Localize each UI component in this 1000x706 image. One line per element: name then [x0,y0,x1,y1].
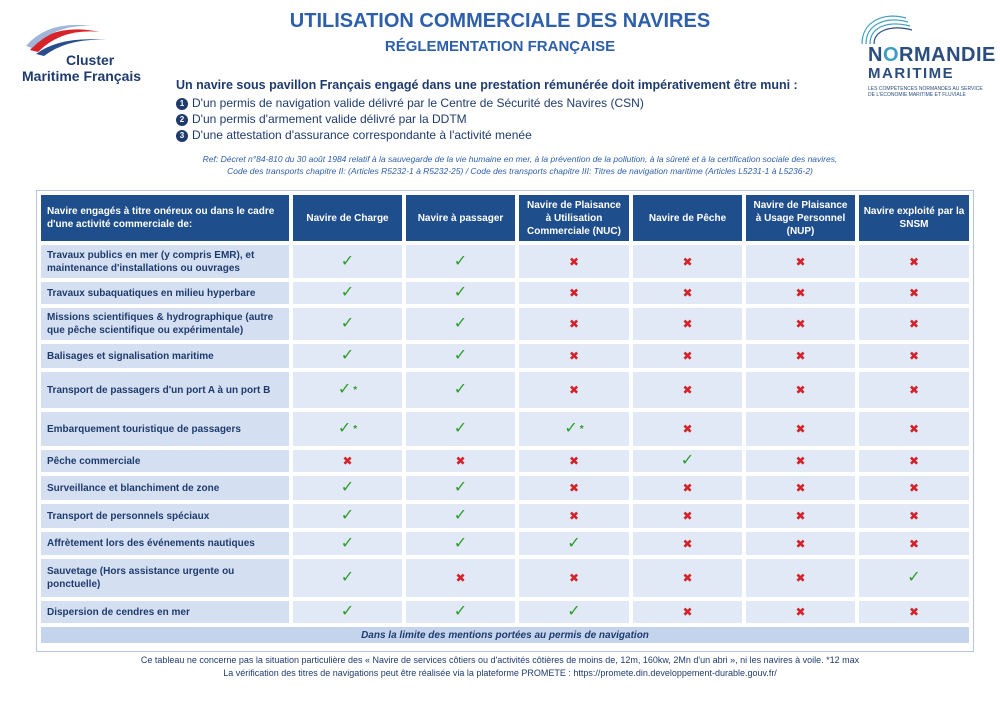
cross-icon: ✖ [568,481,580,495]
check-icon: ✓ [453,479,468,496]
cross-icon: ✖ [795,509,806,523]
table-cell [406,504,515,528]
check-icon: ✓ [907,569,921,586]
cross-icon: ✖ [795,383,806,397]
table-cell [293,559,402,597]
check-icon: ✓ [340,315,355,332]
cross-icon: ✖ [795,571,806,585]
check-icon: ✓ [567,534,581,552]
check-icon: ✓ [340,252,355,270]
table-cell [293,476,402,500]
check-icon: ✓ [340,479,355,496]
row-label: Affrètement lors des événements nautiques [41,532,289,555]
table-cell [519,532,629,555]
table-cell [406,344,515,368]
check-icon: ✓ [453,534,468,552]
table-cell [859,412,969,446]
table-cell [859,344,969,368]
table-cell [519,504,629,528]
table-cell [293,450,402,472]
table-cell [406,245,515,278]
table-cell [519,245,629,278]
table-cell [519,308,629,340]
table-cell [633,308,742,340]
regulation-table [36,190,974,652]
cross-icon: ✖ [682,605,693,619]
table-cell [406,308,515,340]
requirement-1: 1 D'un permis de navigation valide délivré par le Centre de Sécurité des Navires (CSN) [176,96,644,110]
cross-icon: ✖ [908,317,920,331]
table-cell [293,245,402,278]
table-cell [633,601,742,623]
cross-icon: ✖ [795,317,806,331]
table-cell [406,372,515,408]
logo-line-2: Maritime Français [22,68,142,84]
table-cell [633,504,742,528]
cross-icon: ✖ [682,286,693,300]
cross-icon: ✖ [795,286,806,300]
table-cell [859,476,969,500]
table-cell [859,372,969,408]
note-line-1: Ce tableau ne concerne pas la situation particulière des « Navire de services côtiers ou d'activités côtières de moins de, 12m, 160kw, 2Mn d'un abri », ni les navires à voile. *12 max [140,655,860,665]
cross-icon: ✖ [795,349,806,363]
check-icon: ✓ [453,347,468,364]
page-subtitle: RÉGLEMENTATION FRANÇAISE [384,38,616,55]
table-cell [293,344,402,368]
table-cell [859,282,969,304]
cross-icon: ✖ [455,571,466,585]
table-cell [859,601,969,623]
cross-icon: ✖ [568,254,580,269]
check-icon: ✓ [453,603,468,620]
table-cell [859,532,969,555]
table-cell [633,450,742,472]
cross-icon: ✖ [908,254,920,269]
asterisk-note: * [579,423,584,435]
table-cell [859,245,969,278]
check-icon: ✓ [340,603,355,620]
check-icon: ✓ [567,603,581,620]
table-cell [633,245,742,278]
cross-icon: ✖ [908,605,920,619]
table-cell [746,308,855,340]
cross-icon: ✖ [682,254,693,269]
table-cell [633,532,742,555]
row-label: Sauvetage (Hors assistance urgente ou ponctuelle) [41,559,289,597]
header-vessel-type: Navire de Plaisance à Utilisation Commerciale (NUC) [519,195,629,241]
maritime-word: MARITIME [868,65,955,82]
table-cell [519,559,629,597]
cross-icon: ✖ [568,383,580,397]
table-cell [293,532,402,555]
table-cell [746,245,855,278]
cross-icon: ✖ [682,481,693,495]
check-icon: ✓ [340,347,355,364]
table-cell [746,412,855,446]
check-icon: ✓ [453,420,468,437]
table-cell [746,344,855,368]
table-cell [746,450,855,472]
table-cell [859,450,969,472]
cross-icon: ✖ [682,383,693,397]
page-title: UTILISATION COMMERCIALE DES NAVIRES [289,10,711,32]
table-cell [519,372,629,408]
cross-icon: ✖ [568,509,580,523]
requirement-3: 3 D'une attestation d'assurance correspondante à l'activité menée [176,128,532,142]
table-cell [746,372,855,408]
check-icon: ✓ [680,452,695,469]
check-icon: ✓ [453,284,468,301]
header-vessel-type: Navire de Pêche [633,195,742,241]
table-cell [746,282,855,304]
table-cell [519,601,629,623]
normandie-word: NORMANDIE [868,44,996,66]
table-cell [293,308,402,340]
table-cell [406,601,515,623]
table-cell [293,504,402,528]
table-cell [746,601,855,623]
table-cell [633,372,742,408]
table-cell [406,282,515,304]
check-icon: ✓ [564,420,578,437]
row-label: Embarquement touristique de passagers [41,412,289,446]
header-vessel-type: Navire à passager [406,195,515,241]
check-icon: ✓ [340,284,355,301]
cross-icon: ✖ [682,422,693,436]
cross-icon: ✖ [795,536,806,551]
table-cell [633,344,742,368]
cross-icon: ✖ [908,286,920,300]
table-cell [746,559,855,597]
table-cell [293,282,402,304]
cross-icon: ✖ [908,383,920,397]
row-label: Dispersion de cendres en mer [41,601,289,623]
cross-icon: ✖ [455,454,466,468]
cross-icon: ✖ [342,454,353,468]
cross-icon: ✖ [908,481,920,495]
cross-icon: ✖ [682,317,693,331]
normandie-maritime-logo [852,10,996,105]
table-cell [406,532,515,555]
check-icon: ✓ [337,420,352,437]
reference-line-1: Ref: Décret n°84-810 du 30 août 1984 relatif à la sauvegarde de la vie humaine en mer, à la prévention de la pollution, à la sûreté et à la certification sociale des navires, [202,154,838,164]
table-cell [293,372,402,408]
header-vessel-type: Navire exploité par la SNSM [859,195,969,241]
table-cell [746,476,855,500]
row-label: Balisages et signalisation maritime [41,344,289,368]
intro-text: Un navire sous pavillon Français engagé dans une prestation rémunérée doit impérativement être muni : [176,78,798,92]
table-cell [293,412,402,446]
check-icon: ✓ [337,381,352,398]
cross-icon: ✖ [795,605,806,619]
header-vessel-type: Navire de Plaisance à Usage Personnel (NUP) [746,195,855,241]
cross-icon: ✖ [795,254,806,269]
cross-icon: ✖ [795,481,806,495]
cross-icon: ✖ [908,422,920,436]
table-cell [633,282,742,304]
header-activity: Navire engagés à titre onéreux ou dans le cadre d'une activité commerciale de: [41,195,289,241]
table-cell [519,476,629,500]
table-cell [859,559,969,597]
check-icon: ✓ [453,507,468,524]
cross-icon: ✖ [682,349,693,363]
cross-icon: ✖ [908,454,920,468]
table-cell [519,412,629,446]
table-cell [746,504,855,528]
requirement-2: 2 D'un permis d'armement valide délivré par la DDTM [176,112,467,126]
table-cell [859,308,969,340]
header-vessel-type: Navire de Charge [293,195,402,241]
table-cell [406,559,515,597]
note-line-2: La vérification des titres de navigations peut être réalisée via la plateforme PROMETE : https://promete.din.developpement-durable.gouv.fr/ [223,668,777,678]
cross-icon: ✖ [682,571,693,585]
row-label: Missions scientifiques & hydrographique (autre que pêche scientifique ou expérimentale) [41,308,289,340]
table-cell [633,559,742,597]
table-cell [519,282,629,304]
cross-icon: ✖ [682,509,693,523]
logo-line-1: Cluster [66,52,115,68]
cross-icon: ✖ [568,454,580,468]
table-cell [633,412,742,446]
asterisk-note: * [353,423,358,435]
check-icon: ✓ [453,381,468,398]
table-cell [293,601,402,623]
cross-icon: ✖ [568,349,580,363]
row-label: Transport de passagers d'un port A à un port B [41,372,289,408]
cross-icon: ✖ [682,536,693,551]
row-label: Surveillance et blanchiment de zone [41,476,289,500]
table-cell [519,344,629,368]
cross-icon: ✖ [568,317,580,331]
cross-icon: ✖ [568,571,580,585]
asterisk-note: * [353,384,358,396]
check-icon: ✓ [340,507,355,524]
cross-icon: ✖ [795,422,806,436]
row-label: Travaux subaquatiques en milieu hyperbare [41,282,289,304]
check-icon: ✓ [340,534,355,552]
check-icon: ✓ [453,315,468,332]
table-cell [746,532,855,555]
cross-icon: ✖ [908,349,920,363]
row-label: Pêche commerciale [41,450,289,472]
table-footer: Dans la limite des mentions portées au permis de navigation [41,627,969,643]
cross-icon: ✖ [908,509,920,523]
reference-line-2: Code des transports chapitre II: (Articles R5232-1 à R5232-25) / Code des transports chapitre III: Titres de navigation maritime (Articles L5231-1 à L5236-2) [227,166,813,176]
table-cell [519,450,629,472]
check-icon: ✓ [340,569,355,586]
cross-icon: ✖ [568,286,580,300]
table-cell [406,450,515,472]
table-cell [406,476,515,500]
cross-icon: ✖ [908,536,920,551]
row-label: Transport de personnels spéciaux [41,504,289,528]
cross-icon: ✖ [795,454,806,468]
table-cell [406,412,515,446]
logo-tagline: LES COMPÉTENCES NORMANDES AU SERVICE DE L'ÉCONOMIE MARITIME ET FLUVIALE [868,86,983,98]
check-icon: ✓ [453,252,468,270]
table-cell [633,476,742,500]
table-cell [859,504,969,528]
row-label: Travaux publics en mer (y compris EMR), et maintenance d'installations ou ouvrages [41,245,289,278]
